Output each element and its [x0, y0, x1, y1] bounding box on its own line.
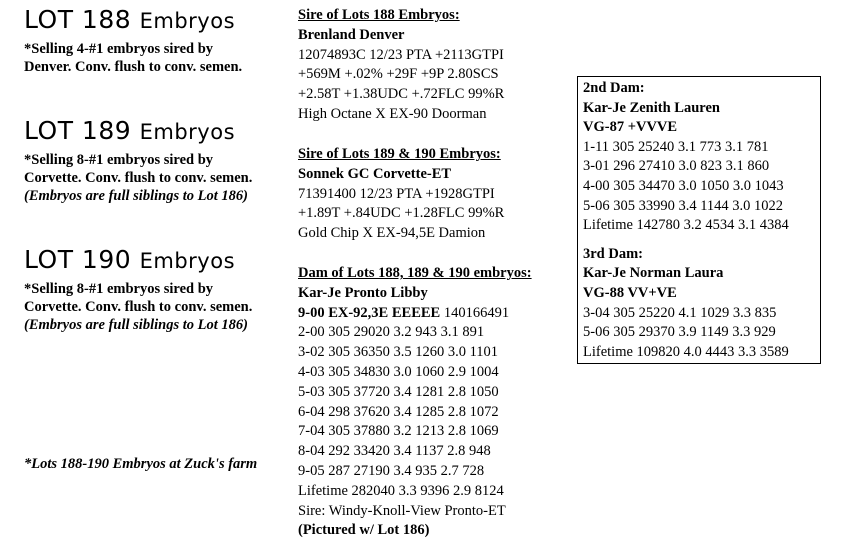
lot-188-desc-line: Denver. Conv. flush to conv. semen. [24, 59, 243, 75]
lot-189-desc-line: Corvette. Conv. flush to conv. semen. [24, 170, 253, 186]
dam-pictured-note: (Pictured w/ Lot 186) [298, 522, 430, 539]
dam-class-score: 9-00 EX-92,3E EEEEE [298, 304, 441, 321]
lot-190-title [24, 246, 235, 275]
second-dam-class: VG-87 +VVVE [583, 119, 678, 136]
lot-188-suffix: Embryos [139, 9, 236, 33]
lot-188-number: LOT 188 [24, 5, 132, 34]
second-dam-record: 5-06 305 33990 3.4 1144 3.0 1022 [583, 197, 784, 214]
sire-189-190-line: 71391400 12/23 PTA +1928GTPI [298, 185, 495, 202]
dam-block [298, 264, 532, 541]
dam-record: 7-04 305 37880 3.2 1213 2.8 1069 [298, 423, 499, 440]
dam-sire: Sire: Windy-Knoll-View Pronto-ET [298, 502, 506, 519]
dam-record: 9-05 287 27190 3.4 935 2.7 728 [298, 462, 485, 479]
second-dam-record: 1-11 305 25240 3.1 773 3.1 781 [583, 138, 769, 155]
third-dam-class: VG-88 VV+VE [583, 284, 677, 301]
second-dam-name: Kar-Je Zenith Lauren [583, 99, 720, 116]
dam-classification [298, 304, 532, 324]
lot-189-note: (Embryos are full siblings to Lot 186) [24, 188, 248, 204]
lot-189-desc-line: *Selling 8-#1 embryos sired by [24, 152, 214, 168]
sire-189-190-header: Sire of Lots 189 & 190 Embryos: [298, 146, 501, 162]
sire-189-190-line: Gold Chip X EX-94,5E Damion [298, 225, 486, 242]
lot-190-suffix: Embryos [139, 249, 236, 273]
lot-188-title [24, 6, 235, 35]
sire-188-line: High Octane X EX-90 Doorman [298, 105, 487, 122]
sire-189-190-block [298, 145, 504, 244]
third-dam-name: Kar-Je Norman Laura [583, 265, 724, 282]
second-dam-label: 2nd Dam: [583, 80, 645, 96]
lot-190-desc-line: *Selling 8-#1 embryos sired by [24, 281, 214, 297]
third-dam-record: Lifetime 109820 4.0 4443 3.3 3589 [583, 343, 789, 360]
third-dam-label: 3rd Dam: [583, 245, 644, 262]
second-dam-record: 4-00 305 34470 3.0 1050 3.0 1043 [583, 177, 784, 194]
sire-188-name: Brenland Denver [298, 26, 405, 43]
sire-188-line: +2.58T +1.38UDC +.72FLC 99%R [298, 86, 505, 103]
second-dam-record: Lifetime 142780 3.2 4534 3.1 4384 [583, 217, 789, 234]
lot-190-desc-line: Corvette. Conv. flush to conv. semen. [24, 299, 253, 315]
lot-189-description [24, 151, 252, 205]
sire-188-header: Sire of Lots 188 Embryos: [298, 7, 460, 23]
dam-record: 8-04 292 33420 3.4 1137 2.8 948 [298, 443, 491, 460]
dam-record: Lifetime 282040 3.3 9396 2.9 8124 [298, 482, 504, 499]
dam-record: 2-00 305 29020 3.2 943 3.1 891 [298, 324, 485, 341]
box-spacer [583, 236, 820, 245]
sire-188-block [298, 6, 504, 125]
dam-record: 4-03 305 34830 3.0 1060 2.9 1004 [298, 363, 499, 380]
second-dam-record: 3-01 296 27410 3.0 823 3.1 860 [583, 158, 770, 175]
dam-header: Dam of Lots 188, 189 & 190 embryos: [298, 265, 532, 281]
third-dam-record: 3-04 305 25220 4.1 1029 3.3 835 [583, 304, 777, 321]
sire-188-line: +569M +.02% +29F +9P 2.80SCS [298, 66, 499, 83]
lot-190-description [24, 280, 252, 334]
dam-name: Kar-Je Pronto Libby [298, 284, 428, 301]
lot-188-description [24, 40, 242, 76]
farm-note: *Lots 188-190 Embryos at Zuck's farm [24, 456, 258, 472]
lot-189-suffix: Embryos [139, 120, 236, 144]
dam-record: 6-04 298 37620 3.4 1285 2.8 1072 [298, 403, 499, 420]
sire-189-190-name: Sonnek GC Corvette-ET [298, 165, 452, 182]
dam-record: 5-03 305 37720 3.4 1281 2.8 1050 [298, 383, 499, 400]
sire-188-line: 12074893C 12/23 PTA +2113GTPI [298, 46, 504, 63]
lot-189-number: LOT 189 [24, 116, 132, 145]
dam-record: 3-02 305 36350 3.5 1260 3.0 1101 [298, 344, 499, 361]
dam-registration: 140166491 [440, 304, 510, 321]
lot-190-number: LOT 190 [24, 245, 132, 274]
third-dam-record: 5-06 305 29370 3.9 1149 3.3 929 [583, 324, 776, 341]
pedigree-box [577, 76, 821, 364]
lot-189-title [24, 117, 235, 146]
lot-188-desc-line: *Selling 4-#1 embryos sired by [24, 41, 214, 57]
lot-190-note: (Embryos are full siblings to Lot 186) [24, 317, 248, 333]
sire-189-190-line: +1.89T +.84UDC +1.28FLC 99%R [298, 205, 505, 222]
